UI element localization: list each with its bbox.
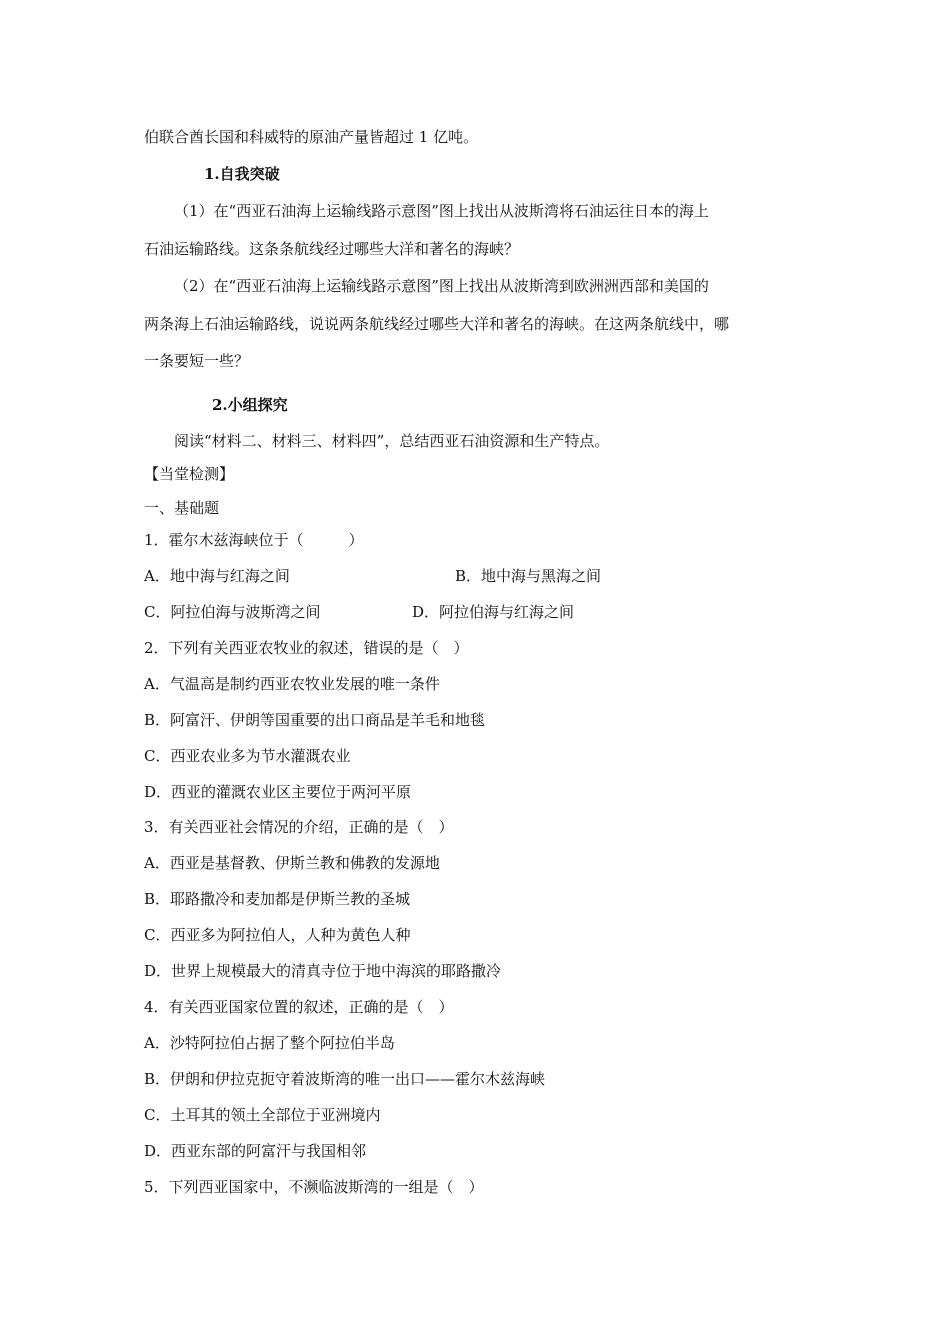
self-breakthrough-heading: 1.自我突破 (204, 165, 280, 183)
intro-line: 伯联合酋长国和科威特的原油产量皆超过 1 亿吨。 (144, 128, 479, 146)
q1-option-a: A．地中海与红海之间 (144, 567, 290, 585)
q1-option-d: D．阿拉伯海与红海之间 (412, 603, 575, 621)
q1-option-c: C．阿拉伯海与波斯湾之间 (144, 603, 321, 621)
q5-stem: 5．下列西亚国家中，不濒临波斯湾的一组是（ ） (144, 1178, 484, 1196)
q4-option-d: D．西亚东部的阿富汗与我国相邻 (144, 1142, 367, 1160)
question-2-line-3: 一条要短一些？ (144, 352, 250, 370)
q3-option-c: C．西亚多为阿拉伯人，人种为黄色人种 (144, 926, 411, 944)
q1-stem: 1．霍尔木兹海峡位于（ ） (144, 531, 364, 549)
q4-option-a: A．沙特阿拉伯占据了整个阿拉伯半岛 (144, 1034, 395, 1052)
q4-option-b: B．伊朗和伊拉克扼守着波斯湾的唯一出口——霍尔木兹海峡 (144, 1070, 546, 1088)
quiz-part-title: 一、基础题 (144, 499, 220, 517)
q2-option-a: A．气温高是制约西亚农牧业发展的唯一条件 (144, 675, 440, 693)
q3-stem: 3．有关西亚社会情况的介绍，正确的是（ ） (144, 818, 454, 836)
q3-option-a: A．西亚是基督教、伊斯兰教和佛教的发源地 (144, 854, 440, 872)
quiz-section-title: 【当堂检测】 (144, 465, 235, 483)
q2-option-c: C．西亚农业多为节水灌溉农业 (144, 747, 351, 765)
q2-stem: 2．下列有关西亚农牧业的叙述，错误的是（ ） (144, 639, 469, 657)
q4-stem: 4．有关西亚国家位置的叙述，正确的是（ ） (144, 998, 454, 1016)
q1-option-b: B．地中海与黑海之间 (455, 567, 602, 585)
question-1-line-1: （1）在“西亚石油海上运输线路示意图”图上找出从波斯湾将石油运往日本的海上 (174, 202, 709, 220)
question-2-line-1: （2）在“西亚石油海上运输线路示意图”图上找出从波斯湾到欧洲洲西部和美国的 (174, 277, 709, 295)
group-inquiry-text: 阅读“材料二、材料三、材料四”，总结西亚石油资源和生产特点。 (174, 432, 610, 450)
q3-option-d: D．世界上规模最大的清真寺位于地中海滨的耶路撒冷 (144, 962, 502, 980)
q3-option-b: B．耶路撒冷和麦加都是伊斯兰教的圣城 (144, 890, 411, 908)
q2-option-b: B．阿富汗、伊朗等国重要的出口商品是羊毛和地毯 (144, 711, 486, 729)
question-1-line-2: 石油运输路线。这条条航线经过哪些大洋和著名的海峡？ (144, 240, 520, 258)
q4-option-c: C．土耳其的领土全部位于亚洲境内 (144, 1106, 381, 1124)
question-2-line-2: 两条海上石油运输路线，说说两条航线经过哪些大洋和著名的海峡。在这两条航线中，哪 (144, 315, 730, 333)
group-inquiry-heading: 2.小组探究 (212, 396, 288, 414)
q2-option-d: D．西亚的灌溉农业区主要位于两河平原 (144, 783, 412, 801)
